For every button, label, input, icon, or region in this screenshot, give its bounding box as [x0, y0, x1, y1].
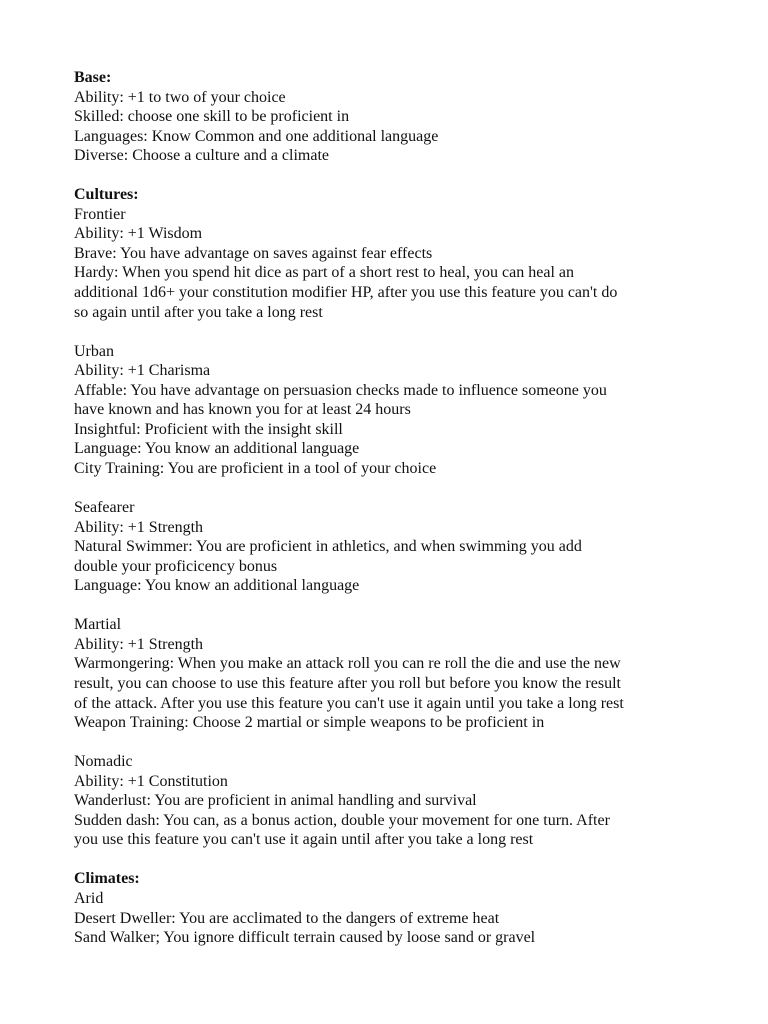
culture-frontier — [74, 205, 734, 322]
base-line: Ability: +1 to two of your choice — [74, 88, 286, 106]
culture-name: Seafearer — [74, 499, 135, 517]
culture-name: Martial — [74, 616, 122, 634]
culture-line: of the attack. After you use this feature you can't use it again until you take a long rest — [74, 694, 624, 712]
culture-line: Warmongering: When you make an attack roll you can re roll the die and use the new — [74, 655, 621, 673]
climate-line: Desert Dweller: You are acclimated to the dangers of extreme heat — [74, 909, 500, 927]
base-line: Diverse: Choose a culture and a climate — [74, 147, 330, 165]
base-section — [74, 68, 734, 166]
culture-line: Ability: +1 Charisma — [74, 362, 211, 380]
culture-line: Ability: +1 Constitution — [74, 772, 228, 790]
culture-seafearer — [74, 498, 734, 596]
culture-name: Frontier — [74, 205, 126, 223]
culture-line: result, you can choose to use this feature after you roll but before you know the result — [74, 674, 621, 692]
culture-name: Urban — [74, 342, 114, 360]
spacer — [74, 850, 734, 870]
culture-line: Ability: +1 Strength — [74, 518, 204, 536]
culture-line: so again until after you take a long rest — [74, 303, 323, 321]
spacer — [74, 478, 734, 498]
cultures-section — [74, 185, 734, 850]
culture-nomadic — [74, 752, 734, 850]
culture-line: Insightful: Proficient with the insight skill — [74, 420, 343, 438]
culture-line: Language: You know an additional language — [74, 440, 360, 458]
culture-line: Wanderlust: You are proficient in animal handling and survival — [74, 792, 477, 810]
culture-line: Weapon Training: Choose 2 martial or simple weapons to be proficient in — [74, 714, 545, 732]
culture-line: Affable: You have advantage on persuasion checks made to influence someone you — [74, 381, 607, 399]
culture-martial — [74, 615, 734, 732]
base-line: Languages: Know Common and one additional language — [74, 127, 439, 145]
spacer — [74, 166, 734, 186]
spacer — [74, 733, 734, 753]
culture-line: Ability: +1 Wisdom — [74, 225, 203, 243]
culture-line: Brave: You have advantage on saves against fear effects — [74, 244, 433, 262]
culture-line: double your proficicency bonus — [74, 557, 278, 575]
climate-name: Arid — [74, 889, 104, 907]
culture-line: City Training: You are proficient in a tool of your choice — [74, 459, 437, 477]
spacer — [74, 596, 734, 616]
culture-line: Ability: +1 Strength — [74, 635, 204, 653]
cultures-heading: Cultures: — [74, 186, 139, 204]
climates-heading: Climates: — [74, 870, 140, 888]
culture-line: Language: You know an additional language — [74, 577, 360, 595]
base-heading: Base: — [74, 69, 112, 86]
document-page — [74, 68, 734, 948]
culture-line: Sudden dash: You can, as a bonus action, double your movement for one turn. After — [74, 811, 610, 829]
culture-urban — [74, 342, 734, 479]
culture-name: Nomadic — [74, 753, 133, 771]
climates-section — [74, 869, 734, 947]
base-line: Skilled: choose one skill to be proficient in — [74, 108, 350, 126]
climate-line: Sand Walker; You ignore difficult terrain caused by loose sand or gravel — [74, 929, 536, 947]
culture-line: Natural Swimmer: You are proficient in athletics, and when swimming you add — [74, 538, 582, 556]
culture-line: additional 1d6+ your constitution modifier HP, after you use this feature you can't do — [74, 284, 618, 302]
culture-line: have known and has known you for at least 24 hours — [74, 401, 411, 419]
culture-line: you use this feature you can't use it again until after you take a long rest — [74, 831, 534, 849]
climate-arid — [74, 889, 734, 948]
spacer — [74, 322, 734, 342]
culture-line: Hardy: When you spend hit dice as part of a short rest to heal, you can heal an — [74, 264, 574, 282]
